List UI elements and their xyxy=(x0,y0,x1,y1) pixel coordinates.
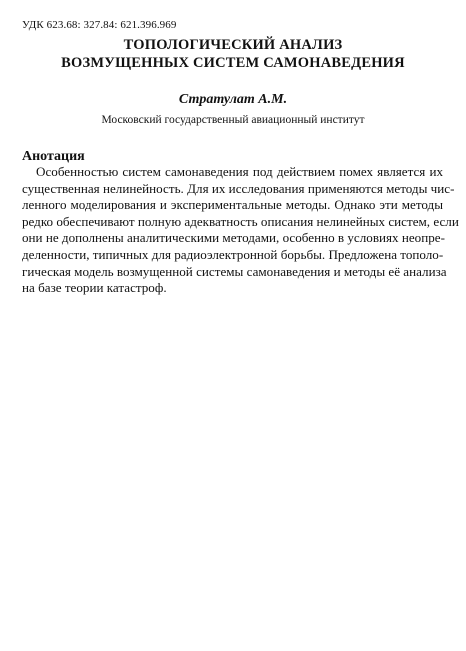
udc-code: УДК 623.68: 327.84: 621.396.969 xyxy=(22,19,177,31)
author-name: Стратулат А.М. xyxy=(178,92,288,107)
abstract-line: деленности, типичных для радиоэлектронной борьбы. Предложена тополо- xyxy=(22,246,444,262)
abstract-line: Особенностью систем самонаведения под действием помех является их xyxy=(36,164,443,179)
author-affiliation: Московский государственный авиационный институт xyxy=(101,114,365,126)
abstract-line: они не дополнены аналитическими методами, особенно в условиях неопре- xyxy=(22,230,445,246)
abstract-line: на базе теории катастроф. xyxy=(22,280,167,296)
abstract-line: ленного моделирования и экспериментальные методы. Однако эти методы xyxy=(22,197,443,213)
title-line-1: ТОПОЛОГИЧЕСКИЙ АНАЛИЗ xyxy=(123,37,343,53)
title-line-2: ВОЗМУЩЕННЫХ СИСТЕМ САМОНАВЕДЕНИЯ xyxy=(61,55,405,71)
abstract-body xyxy=(22,164,459,297)
paper-title xyxy=(0,36,466,72)
abstract-line: гическая модель возмущенной системы самонаведения и методы её анализа xyxy=(22,263,447,279)
abstract-line: редко обеспечивают полную адекватность описания нелинейных систем, если xyxy=(22,213,459,229)
abstract-heading: Анотация xyxy=(22,149,85,164)
abstract-line: существенная нелинейность. Для их исследования применяются методы чис- xyxy=(22,180,455,196)
